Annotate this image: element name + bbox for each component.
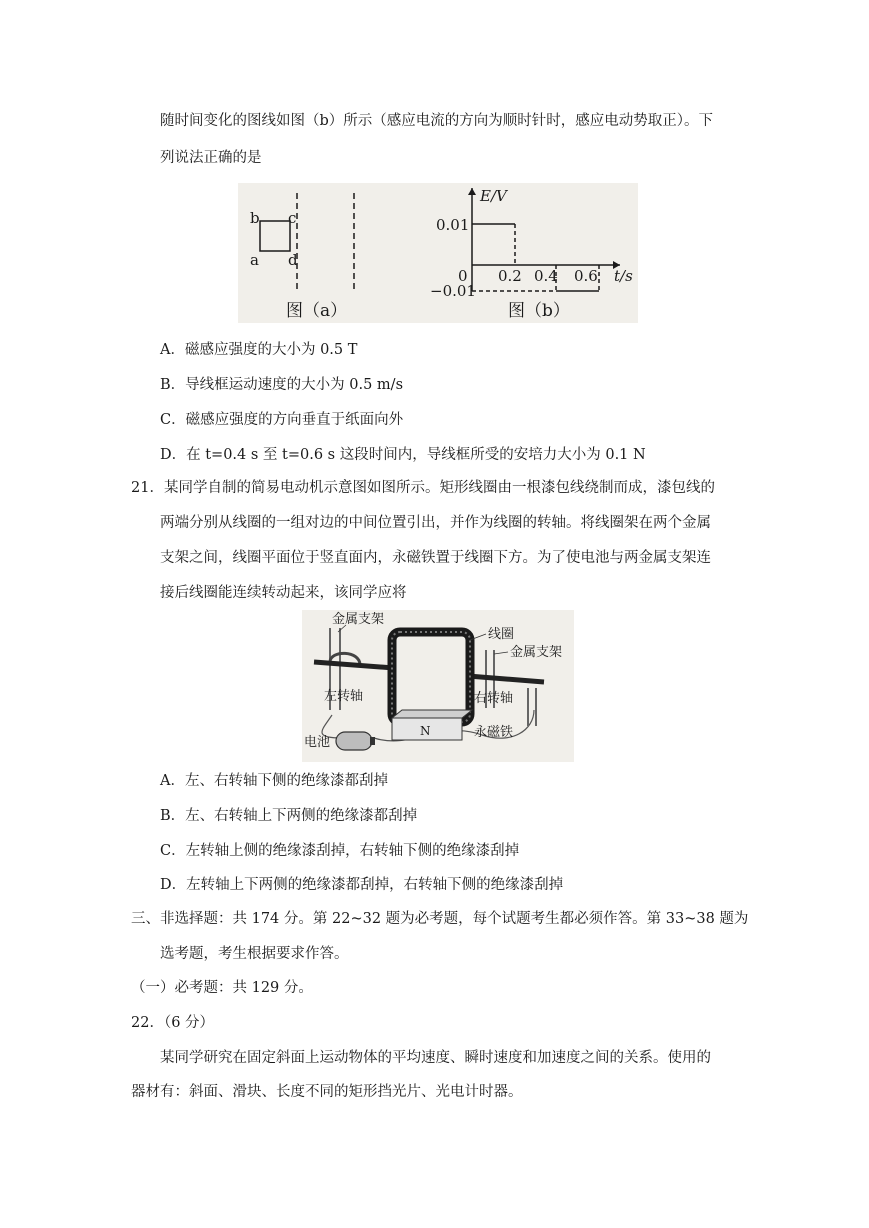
corner-label-d: d [288,251,298,269]
question-21-line: 两端分别从线圈的一组对边的中间位置引出，并作为线圈的转轴。将线圈架在两个金属 [160,515,711,531]
question-22-number: 22．（6 分） [131,1015,215,1031]
section-3-heading: 选考题，考生根据要求作答。 [160,946,349,962]
figure-ab [238,183,638,323]
required-questions-heading: （一）必考题：共 129 分。 [131,980,313,996]
option-b: B．左、右转轴上下两侧的绝缘漆都刮掉 [160,808,418,824]
label-right-axle: 右转轴 [474,691,514,706]
leader-right-bracket [494,652,508,654]
e-axis-label: E/V [480,187,507,205]
option-d: D．左转轴上下两侧的绝缘漆都刮掉，右转轴下侧的绝缘漆刮掉 [160,877,564,893]
text-line: 列说法正确的是 [160,150,262,166]
label-left-bracket: 金属支架 [332,612,385,627]
option-a: A．磁感应强度的大小为 0.5 T [160,342,358,358]
t-axis-label: t/s [614,267,633,285]
right-axle [468,676,544,682]
question-21-line: 21．某同学自制的简易电动机示意图如图所示。矩形线圈由一根漆包线绕制而成，漆包线的 [131,480,715,496]
question-22-line: 器材有：斜面、滑块、长度不同的矩形挡光片、光电计时器。 [131,1084,523,1100]
x-tick-0.6: 0.6 [574,267,598,285]
question-21-line: 支架之间，线圈平面位于竖直面内，永磁铁置于线圈下方。为了使电池与两金属支架连 [160,550,711,566]
question-21-line: 接后线圈能连续转动起来，该同学应将 [160,585,407,601]
corner-label-b: b [250,209,260,227]
coil [392,632,470,722]
corner-label-a: a [250,251,259,269]
label-right-bracket: 金属支架 [510,645,563,660]
magnet-pole-label: N [420,724,431,738]
e-axis-arrow [468,188,476,195]
caption-b: 图（b） [508,301,570,321]
label-left-axle: 左转轴 [324,689,364,704]
y-tick-neg: −0.01 [430,282,476,300]
motor-drawing [302,610,574,762]
option-c: C．左转轴上侧的绝缘漆刮掉，右转轴下侧的绝缘漆刮掉 [160,843,520,859]
magnet-top [392,710,472,718]
figure-ab-drawing [238,183,638,323]
option-b: B．导线框运动速度的大小为 0.5 m/s [160,377,404,393]
option-c: C．磁感应强度的方向垂直于纸面向外 [160,412,404,428]
label-coil: 线圈 [488,627,515,642]
motor-figure [302,610,574,762]
x-tick-0.4: 0.4 [534,267,558,285]
left-axle [314,662,394,668]
y-tick-pos: 0.01 [436,216,470,234]
label-magnet: 永磁铁 [474,725,514,740]
origin-label: 0 [458,267,468,285]
question-22-line: 某同学研究在固定斜面上运动物体的平均速度、瞬时速度和加速度之间的关系。使用的 [160,1050,711,1066]
label-battery: 电池 [304,735,331,750]
option-a: A．左、右转轴下侧的绝缘漆都刮掉 [160,773,388,789]
x-tick-0.2: 0.2 [498,267,522,285]
option-d: D．在 t=0.4 s 至 t=0.6 s 这段时间内，导线框所受的安培力大小为 0.1 N [160,447,646,463]
battery-terminal [370,737,375,745]
section-3-heading: 三、非选择题：共 174 分。第 22~32 题为必考题，每个试题考生都必须作答。第 33~38 题为 [131,911,749,927]
coil-texture [392,632,470,722]
coil-square [260,221,290,251]
battery [336,732,372,750]
text-line: 随时间变化的图线如图（b）所示（感应电流的方向为顺时针时，感应电动势取正）。下 [160,113,714,129]
corner-label-c: c [288,209,297,227]
caption-a: 图（a） [286,301,348,321]
